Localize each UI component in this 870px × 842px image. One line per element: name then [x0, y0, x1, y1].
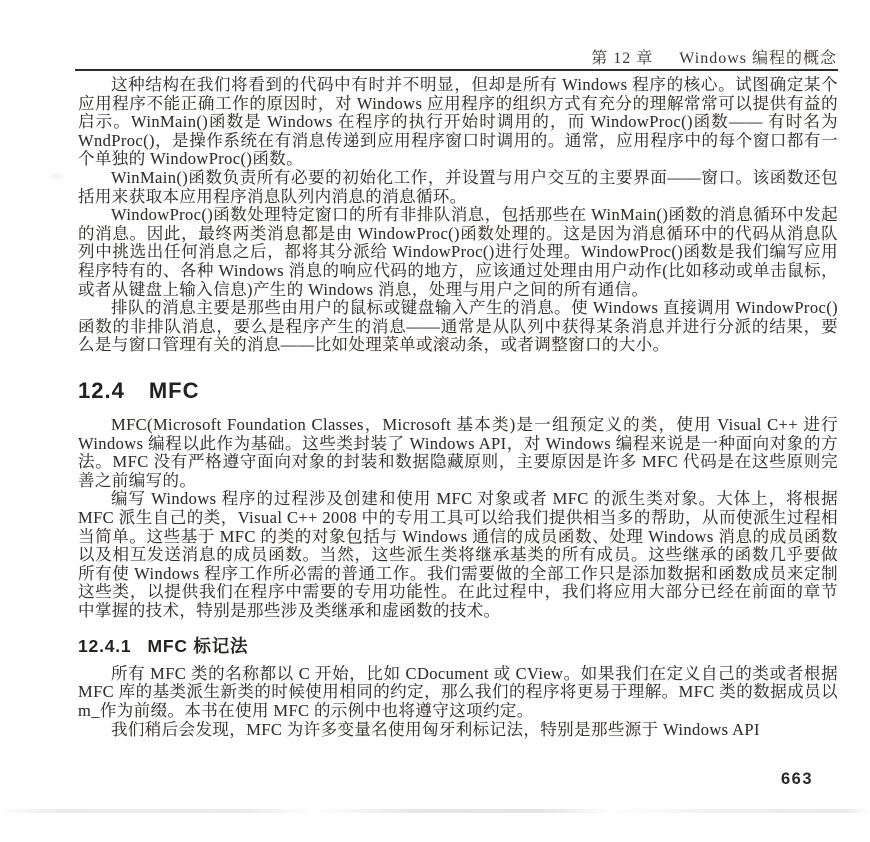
section-number: 12.4: [78, 377, 125, 403]
body-paragraph: 这种结构在我们将看到的代码中有时并不明显，但却是所有 Windows 程序的核心。试图确定某个应用程序不能正确工作的原因时，对 Windows 应用程序的组织方式有充分的理解常常可以提供有益的启示。WinMain()函数是 Windows 在程序的执行开始时调用的，而 WindowProc()函数—— 有时名为 WndProc()，是操作系统在有消息传递到应用程序窗口时调用的。通常，应用程序中的每个窗口都有一个单独的 WindowProc()函数。: [78, 75, 838, 169]
chapter-title: Windows 编程的概念: [679, 50, 837, 67]
body-paragraph: WindowProc()函数处理特定窗口的所有非排队消息，包括那些在 WinMain()函数的消息循环中发起的消息。因此，最终两类消息都是由 WindowProc()函数处理的。这是因为消息循环中的代码从消息队列中挑选出任何消息之后，都将其分派给 WindowProc()进行处理。WindowProc()函数是我们编写应用程序特有的、各种 Windows 消息的响应代码的地方，应该通过处理由用户动作(比如移动或单击鼠标，或者从键盘上输入信息)产生的 Windows 消息，处理与用户之间的所有通信。: [78, 205, 838, 299]
page-header: [591, 45, 837, 68]
section-heading: [78, 379, 838, 403]
body-paragraph: WinMain()函数负责所有必要的初始化工作，并设置与用户交互的主要界面——窗口。该函数还包括用来获取本应用程序消息队列内消息的消息循环。: [78, 167, 838, 206]
body-paragraph: MFC(Microsoft Foundation Classes，Microsoft 基本类)是一组预定义的类，使用 Visual C++ 进行 Windows 编程以此作为基础。这些类封装了 Windows API，对 Windows 编程来说是一种面向对象的方法。MFC 没有严格遵守面向对象的封装和数据隐藏原则，主要原因是许多 MFC 代码是在这些原则完善之前编写的。: [78, 415, 838, 490]
subsection-number: 12.4.1: [78, 635, 132, 656]
scan-smudge-artifact: [48, 172, 66, 181]
scan-shadow-artifact: [0, 809, 870, 813]
section-title: MFC: [148, 377, 200, 403]
body-paragraph: 所有 MFC 类的名称都以 C 开始，比如 CDocument 或 CView。如果我们在定义自己的类或者根据 MFC 库的基类派生新类的时候使用相同的约定，那么我们的程序将更易于理解。MFC 类的数据成员以 m_作为前缀。本书在使用 MFC 的示例中也将遵守这项约定。: [78, 663, 838, 720]
header-rule: [75, 69, 838, 71]
subsection-title: MFC 标记法: [147, 635, 249, 656]
body-paragraph: 编写 Windows 程序的过程涉及创建和使用 MFC 对象或者 MFC 的派生类对象。大体上，将根据 MFC 派生自己的类，Visual C++ 2008 中的专用工具可以给我们提供相当多的帮助，从而使派生过程相当简单。这些基于 MFC 的类的对象包括与 Windows 通信的成员函数、处理 Windows 消息的成员函数以及相互发送消息的成员函数。当然，这些派生类将继承基类的所有成员。这些继承的函数几乎要做所有使 Windows 程序工作所必需的普通工作。我们需要做的全部工作只是添加数据和函数成员来定制这些类，以提供我们在程序中需要的专用功能性。在此过程中，我们将应用大部分已经在前面的章节中掌握的技术，特别是那些涉及类继承和虚函数的技术。: [78, 489, 838, 621]
body-paragraph: 我们稍后会发现，MFC 为许多变量名使用匈牙利标记法，特别是那些源于 Windows API: [111, 719, 760, 739]
body-paragraph: 排队的消息主要是那些由用户的鼠标或键盘输入产生的消息。使 Windows 直接调用 WindowProc()函数的非排队消息，要么是程序产生的消息——通常是从队列中获得某条消息并进行分派的结果，要么是与窗口管理有关的消息——比如处理菜单或滚动条，或者调整窗口的大小。: [78, 298, 838, 355]
page-body: [78, 76, 838, 739]
page-number: 663: [780, 770, 813, 788]
subsection-heading: [78, 636, 838, 656]
chapter-number: 第 12 章: [591, 50, 654, 67]
